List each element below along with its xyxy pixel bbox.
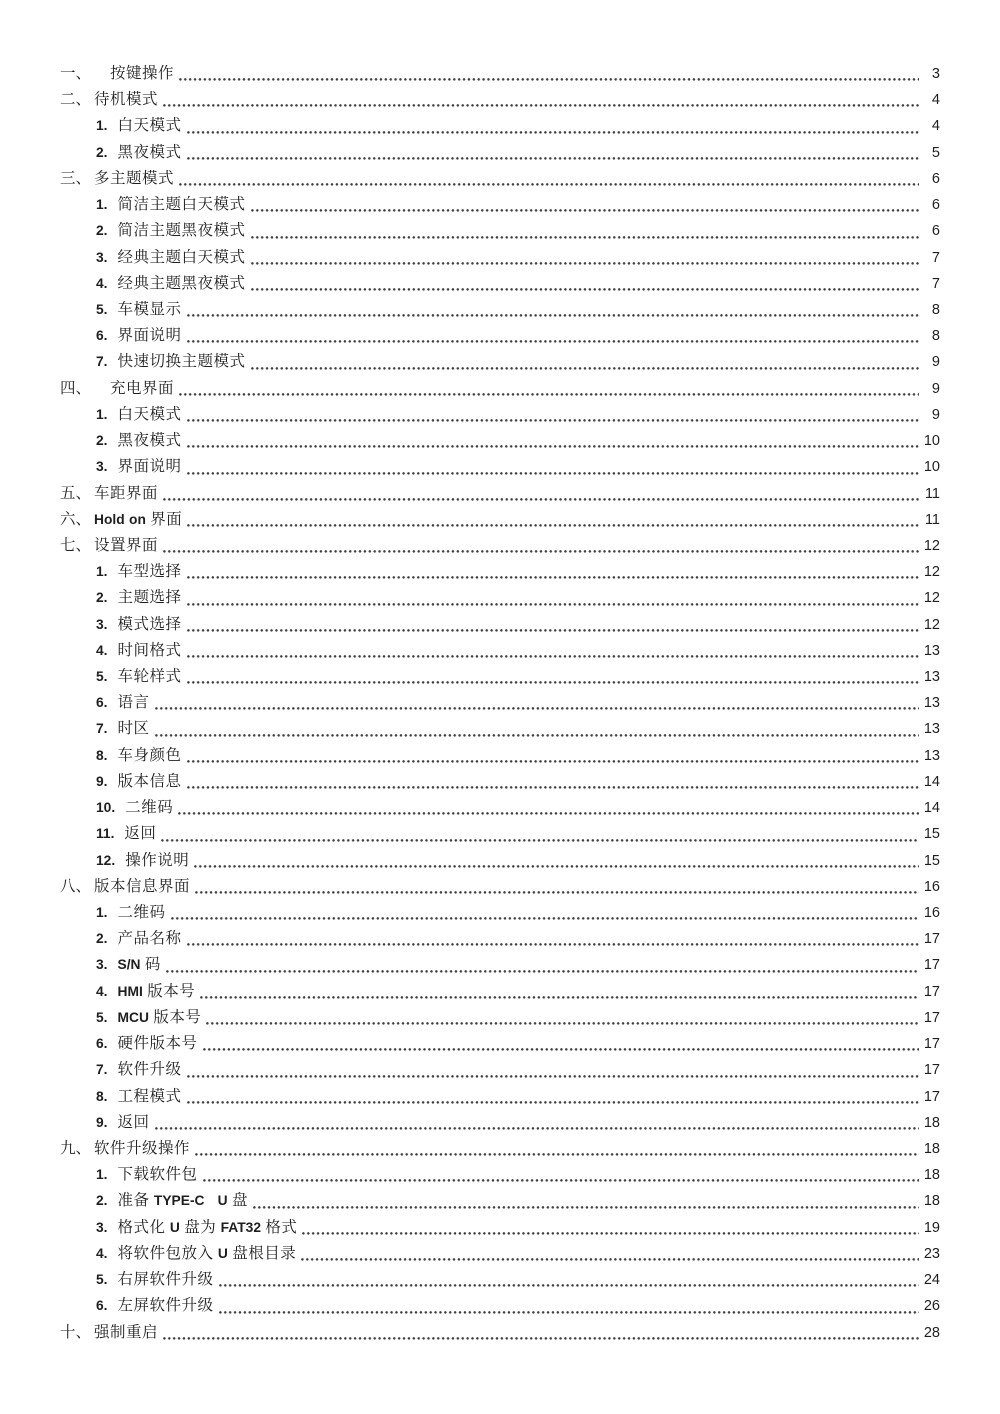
dotted-leader — [187, 428, 919, 454]
toc-entry-label: 设置界面 — [94, 536, 159, 554]
toc-entry-label: 白天模式 — [117, 117, 182, 135]
toc-entry-page: 9 — [931, 354, 940, 371]
dotted-leader — [187, 769, 919, 795]
toc-entry-label: 版本信息界面 — [94, 877, 191, 895]
toc-entry[interactable] — [60, 612, 940, 638]
toc-entry-page: 17 — [923, 1036, 940, 1053]
toc-entry-number: 7. — [96, 354, 108, 370]
toc-entry-number: 11. — [96, 826, 115, 842]
dotted-leader — [187, 1057, 919, 1083]
dotted-leader — [187, 559, 919, 585]
dotted-leader — [203, 1031, 919, 1057]
toc-entry-number: 5. — [96, 1009, 108, 1025]
toc-entry[interactable] — [60, 507, 940, 533]
toc-entry-page: 8 — [931, 301, 940, 318]
dotted-leader — [187, 297, 919, 323]
dotted-leader — [187, 1084, 919, 1110]
toc-entry[interactable] — [60, 952, 940, 978]
toc-entry-page: 14 — [923, 773, 940, 790]
toc-entry-page: 8 — [931, 328, 940, 345]
toc-entry-page: 17 — [923, 1088, 940, 1105]
toc-entry-page: 17 — [923, 1009, 940, 1026]
toc-entry-number: 2. — [96, 931, 108, 947]
dotted-leader — [163, 533, 919, 559]
dotted-leader — [187, 638, 919, 664]
toc-entry-number: 1. — [96, 197, 108, 213]
dotted-leader — [251, 192, 919, 218]
toc-entry-number: 1. — [96, 1167, 108, 1183]
toc-entry-page: 4 — [931, 92, 940, 109]
toc-entry-page: 6 — [931, 223, 940, 240]
toc-entry-number: 1. — [96, 564, 108, 580]
toc-entry[interactable] — [60, 218, 940, 244]
toc-entry-page: 18 — [923, 1114, 940, 1131]
dotted-leader — [187, 507, 919, 533]
toc-entry[interactable] — [60, 245, 940, 271]
dotted-leader — [179, 61, 919, 87]
toc-entry-label: 车轮样式 — [117, 668, 182, 686]
dotted-leader — [187, 113, 919, 139]
toc-entry-label: 时间格式 — [117, 641, 182, 659]
dotted-leader — [200, 979, 919, 1005]
toc-entry-page: 23 — [923, 1245, 940, 1262]
toc-entry-number: 2. — [96, 433, 108, 449]
toc-entry-label: 主题选择 — [117, 589, 182, 607]
toc-entry[interactable] — [60, 1057, 940, 1083]
toc-entry[interactable] — [60, 1241, 940, 1267]
toc-entry-page: 7 — [931, 249, 940, 266]
toc-entry[interactable] — [60, 61, 940, 87]
dotted-leader — [187, 612, 919, 638]
toc-entry[interactable] — [60, 1293, 940, 1319]
toc-entry-number: 5. — [96, 1272, 108, 1288]
toc-entry-page: 7 — [931, 275, 940, 292]
toc-entry-number: 8. — [96, 1088, 108, 1104]
toc-entry[interactable] — [60, 1320, 940, 1346]
toc-entry-page: 9 — [931, 406, 940, 423]
dotted-leader — [179, 376, 919, 402]
toc-entry-number: 6. — [96, 1298, 108, 1314]
toc-entry-number: 9. — [96, 1114, 108, 1130]
toc-entry[interactable] — [60, 140, 940, 166]
toc-entry-label: 黑夜模式 — [117, 143, 182, 161]
toc-entry[interactable] — [60, 900, 940, 926]
toc-entry[interactable] — [60, 1110, 940, 1136]
toc-entry[interactable] — [60, 428, 940, 454]
toc-entry-number: 3. — [96, 957, 108, 973]
dotted-leader — [155, 1110, 919, 1136]
toc-entry-label: 工程模式 — [117, 1087, 182, 1105]
toc-entry-number: 六、 — [60, 510, 92, 528]
dotted-leader — [203, 1162, 919, 1188]
toc-entry-label: 下载软件包 — [117, 1166, 198, 1184]
toc-entry-page: 17 — [923, 983, 940, 1000]
toc-entry-label: 右屏软件升级 — [117, 1271, 214, 1289]
toc-entry-label: 返回 — [124, 825, 157, 843]
toc-entry[interactable] — [60, 1162, 940, 1188]
toc-entry-label: 产品名称 — [117, 930, 182, 948]
dotted-leader — [163, 481, 919, 507]
toc-entry-page: 3 — [931, 66, 940, 82]
toc-entry-label: 格式化 U 盘为 FAT32 格式 — [117, 1218, 298, 1236]
toc-entry-page: 10 — [923, 433, 940, 450]
toc-entry-page: 13 — [923, 695, 940, 712]
toc-entry-number: 4. — [96, 983, 108, 999]
toc-entry-label: 返回 — [117, 1113, 150, 1131]
toc-entry-label: 准备 TYPE-C U 盘 — [117, 1192, 248, 1210]
toc-entry-label: 硬件版本号 — [117, 1035, 198, 1053]
toc-entry-number: 9. — [96, 773, 108, 789]
toc-entry-label: 时区 — [117, 720, 150, 738]
toc-entry-number: 6. — [96, 1036, 108, 1052]
toc-entry[interactable] — [60, 585, 940, 611]
toc-entry-label: 界面说明 — [117, 458, 182, 476]
toc-entry-number: 12. — [96, 852, 116, 868]
toc-entry-label: 简洁主题黑夜模式 — [117, 222, 246, 240]
toc-entry-label: Hold on 界面 — [94, 510, 183, 528]
toc-entry-page: 15 — [923, 852, 940, 869]
toc-entry-label: 左屏软件升级 — [117, 1297, 214, 1315]
toc-entry[interactable] — [60, 874, 940, 900]
toc-entry-page: 17 — [923, 1062, 940, 1079]
toc-entry-number: 四、 — [60, 379, 92, 397]
toc-entry-page: 19 — [923, 1219, 940, 1236]
dotted-leader — [194, 848, 919, 874]
toc-entry-number: 4. — [96, 642, 108, 658]
toc-entry-number: 3. — [96, 616, 108, 632]
toc-entry-number: 1. — [96, 905, 108, 920]
toc-entry-label: 操作说明 — [125, 851, 190, 869]
toc-entry[interactable] — [60, 297, 940, 323]
toc-entry[interactable] — [60, 533, 940, 559]
toc-entry-number: 5. — [96, 669, 108, 685]
toc-entry[interactable] — [60, 1005, 940, 1031]
toc-entry[interactable] — [60, 664, 940, 690]
toc-entry[interactable] — [60, 1267, 940, 1293]
toc-entry[interactable] — [60, 481, 940, 507]
toc-entry-page: 18 — [923, 1193, 940, 1210]
toc-entry[interactable] — [60, 690, 940, 716]
toc-entry-label: 充电界面 — [110, 379, 175, 397]
toc-entry[interactable] — [60, 821, 940, 847]
toc-entry-number: 二、 — [60, 91, 92, 109]
dotted-leader — [166, 952, 919, 978]
toc-entry-page: 24 — [923, 1272, 940, 1289]
toc-entry-number: 4. — [96, 1245, 108, 1261]
toc-entry[interactable] — [60, 1136, 940, 1162]
toc-entry-label: 软件升级操作 — [94, 1139, 191, 1157]
toc-entry-label: 车模显示 — [117, 300, 182, 318]
toc-entry[interactable] — [60, 1188, 940, 1214]
toc-entry-label: 待机模式 — [94, 91, 159, 109]
toc-entry-page: 5 — [931, 144, 940, 161]
toc-entry[interactable] — [60, 113, 940, 139]
toc-entry-page: 14 — [923, 800, 940, 817]
toc-entry-number: 2. — [96, 590, 108, 606]
toc-entry-label: 将软件包放入 U 盘根目录 — [117, 1244, 297, 1262]
toc-entry-page: 12 — [923, 564, 940, 581]
toc-entry-page: 13 — [923, 642, 940, 659]
toc-entry-number: 2. — [96, 1193, 108, 1209]
dotted-leader — [171, 900, 919, 926]
toc-entry-number: 1. — [96, 118, 108, 134]
dotted-leader — [251, 245, 919, 271]
toc-entry-page: 17 — [923, 957, 940, 974]
dotted-leader — [253, 1188, 919, 1214]
toc-entry-number: 3. — [96, 459, 108, 475]
toc-entry-page: 12 — [923, 616, 940, 633]
toc-entry-label: 版本信息 — [117, 772, 182, 790]
dotted-leader — [187, 743, 919, 769]
toc-entry-number: 七、 — [60, 536, 92, 554]
toc-entry-label: 强制重启 — [94, 1323, 159, 1341]
toc-entry-number: 三、 — [60, 169, 92, 187]
dotted-leader — [187, 926, 919, 952]
dotted-leader — [163, 1320, 919, 1346]
toc-entry-page: 18 — [923, 1167, 940, 1184]
toc-entry-label: 车身颜色 — [117, 746, 182, 764]
toc-entry-number: 十、 — [60, 1323, 92, 1341]
toc-entry-label: 简洁主题白天模式 — [117, 196, 246, 214]
toc-entry-label: 快速切换主题模式 — [117, 353, 246, 371]
dotted-leader — [219, 1267, 919, 1293]
toc-entry-label: 模式选择 — [117, 615, 182, 633]
dotted-leader — [206, 1005, 919, 1031]
dotted-leader — [251, 271, 919, 297]
toc-entry-number: 7. — [96, 721, 108, 737]
toc-entry-page: 13 — [923, 747, 940, 764]
toc-entry[interactable] — [60, 1215, 940, 1241]
toc-entry-page: 16 — [923, 878, 940, 895]
toc-entry-page: 4 — [931, 118, 940, 135]
toc-entry-number: 九、 — [60, 1139, 92, 1157]
toc-entry[interactable] — [60, 87, 940, 113]
dotted-leader — [251, 349, 919, 375]
toc-entry-number: 3. — [96, 1219, 108, 1235]
dotted-leader — [155, 716, 919, 742]
toc-entry-label: 界面说明 — [117, 327, 182, 345]
toc-entry-label: 多主题模式 — [94, 169, 175, 187]
toc-entry-label: 白天模式 — [117, 405, 182, 423]
toc-entry-page: 17 — [923, 931, 940, 948]
toc-entry-page: 9 — [931, 380, 940, 397]
dotted-leader — [187, 402, 919, 428]
dotted-leader — [187, 454, 919, 480]
toc-entry-label: 二维码 — [117, 904, 166, 921]
toc-entry-label: 按键操作 — [110, 65, 175, 82]
dotted-leader — [163, 87, 919, 113]
toc-entry-page: 13 — [923, 669, 940, 686]
toc-entry[interactable] — [60, 192, 940, 218]
toc-entry[interactable] — [60, 402, 940, 428]
dotted-leader — [155, 690, 919, 716]
toc-entry-label: 车距界面 — [94, 484, 159, 502]
toc-entry-number: 7. — [96, 1062, 108, 1078]
toc-entry-page: 12 — [923, 590, 940, 607]
toc-entry-number: 8. — [96, 747, 108, 763]
toc-entry-page: 16 — [923, 905, 940, 921]
dotted-leader — [187, 140, 919, 166]
toc-entry[interactable] — [60, 349, 940, 375]
toc-entry-number: 6. — [96, 695, 108, 711]
dotted-leader — [178, 795, 919, 821]
toc-entry[interactable] — [60, 1084, 940, 1110]
toc-entry-number: 1. — [96, 406, 108, 422]
toc-entry[interactable] — [60, 559, 940, 585]
dotted-leader — [251, 218, 919, 244]
toc-entry-number: 八、 — [60, 877, 92, 895]
toc-entry-page: 13 — [923, 721, 940, 738]
toc-entry-label: 车型选择 — [117, 563, 182, 581]
dotted-leader — [302, 1215, 919, 1241]
toc-entry[interactable] — [60, 166, 940, 192]
dotted-leader — [301, 1241, 919, 1267]
toc-entry-page: 11 — [924, 485, 940, 502]
dotted-leader — [161, 821, 919, 847]
toc-entry-label: 语言 — [117, 694, 150, 712]
toc-entry[interactable] — [60, 926, 940, 952]
dotted-leader — [187, 585, 919, 611]
toc-entry-number: 一、 — [60, 65, 92, 82]
toc-entry[interactable] — [60, 376, 940, 402]
toc-entry[interactable] — [60, 716, 940, 742]
toc-entry-number: 2. — [96, 223, 108, 239]
toc-entry-page: 15 — [923, 826, 940, 843]
toc-entry[interactable] — [60, 323, 940, 349]
toc-entry[interactable] — [60, 795, 940, 821]
toc-entry-number: 3. — [96, 249, 108, 265]
toc-entry[interactable] — [60, 638, 940, 664]
toc-entry-page: 26 — [923, 1298, 940, 1315]
toc-entry-page: 18 — [923, 1140, 940, 1157]
dotted-leader — [195, 1136, 919, 1162]
toc-entry-page: 6 — [931, 170, 940, 187]
toc-entry-number: 2. — [96, 144, 108, 160]
toc-entry[interactable] — [60, 271, 940, 297]
toc-entry-label: 二维码 — [125, 799, 174, 817]
toc-entry-label: S/N 码 — [117, 956, 161, 974]
toc-entry-page: 28 — [923, 1324, 940, 1341]
toc-entry[interactable] — [60, 979, 940, 1005]
toc-entry-number: 五、 — [60, 484, 92, 502]
toc-entry-page: 12 — [923, 537, 940, 554]
toc-entry-number: 6. — [96, 328, 108, 344]
toc-entry[interactable] — [60, 454, 940, 480]
toc-entry[interactable] — [60, 848, 940, 874]
toc-entry-page: 6 — [931, 197, 940, 214]
dotted-leader — [195, 874, 919, 900]
toc-entry-label: 经典主题黑夜模式 — [117, 274, 246, 292]
toc-entry[interactable] — [60, 1031, 940, 1057]
toc-entry-page: 11 — [924, 511, 940, 528]
toc-entry-number: 10. — [96, 800, 116, 816]
toc-entry-label: HMI 版本号 — [117, 982, 196, 1000]
toc-entry-label: MCU 版本号 — [117, 1008, 202, 1026]
toc-entry-label: 经典主题白天模式 — [117, 248, 246, 266]
dotted-leader — [179, 166, 919, 192]
dotted-leader — [187, 664, 919, 690]
toc-entry-label: 黑夜模式 — [117, 432, 182, 450]
dotted-leader — [187, 323, 919, 349]
toc-entry-page: 10 — [923, 459, 940, 476]
toc-entry-number: 5. — [96, 301, 108, 317]
toc-entry-label: 软件升级 — [117, 1061, 182, 1079]
dotted-leader — [219, 1293, 919, 1319]
toc-entry-number: 4. — [96, 275, 108, 291]
toc-entry[interactable] — [60, 769, 940, 795]
toc-entry[interactable] — [60, 743, 940, 769]
